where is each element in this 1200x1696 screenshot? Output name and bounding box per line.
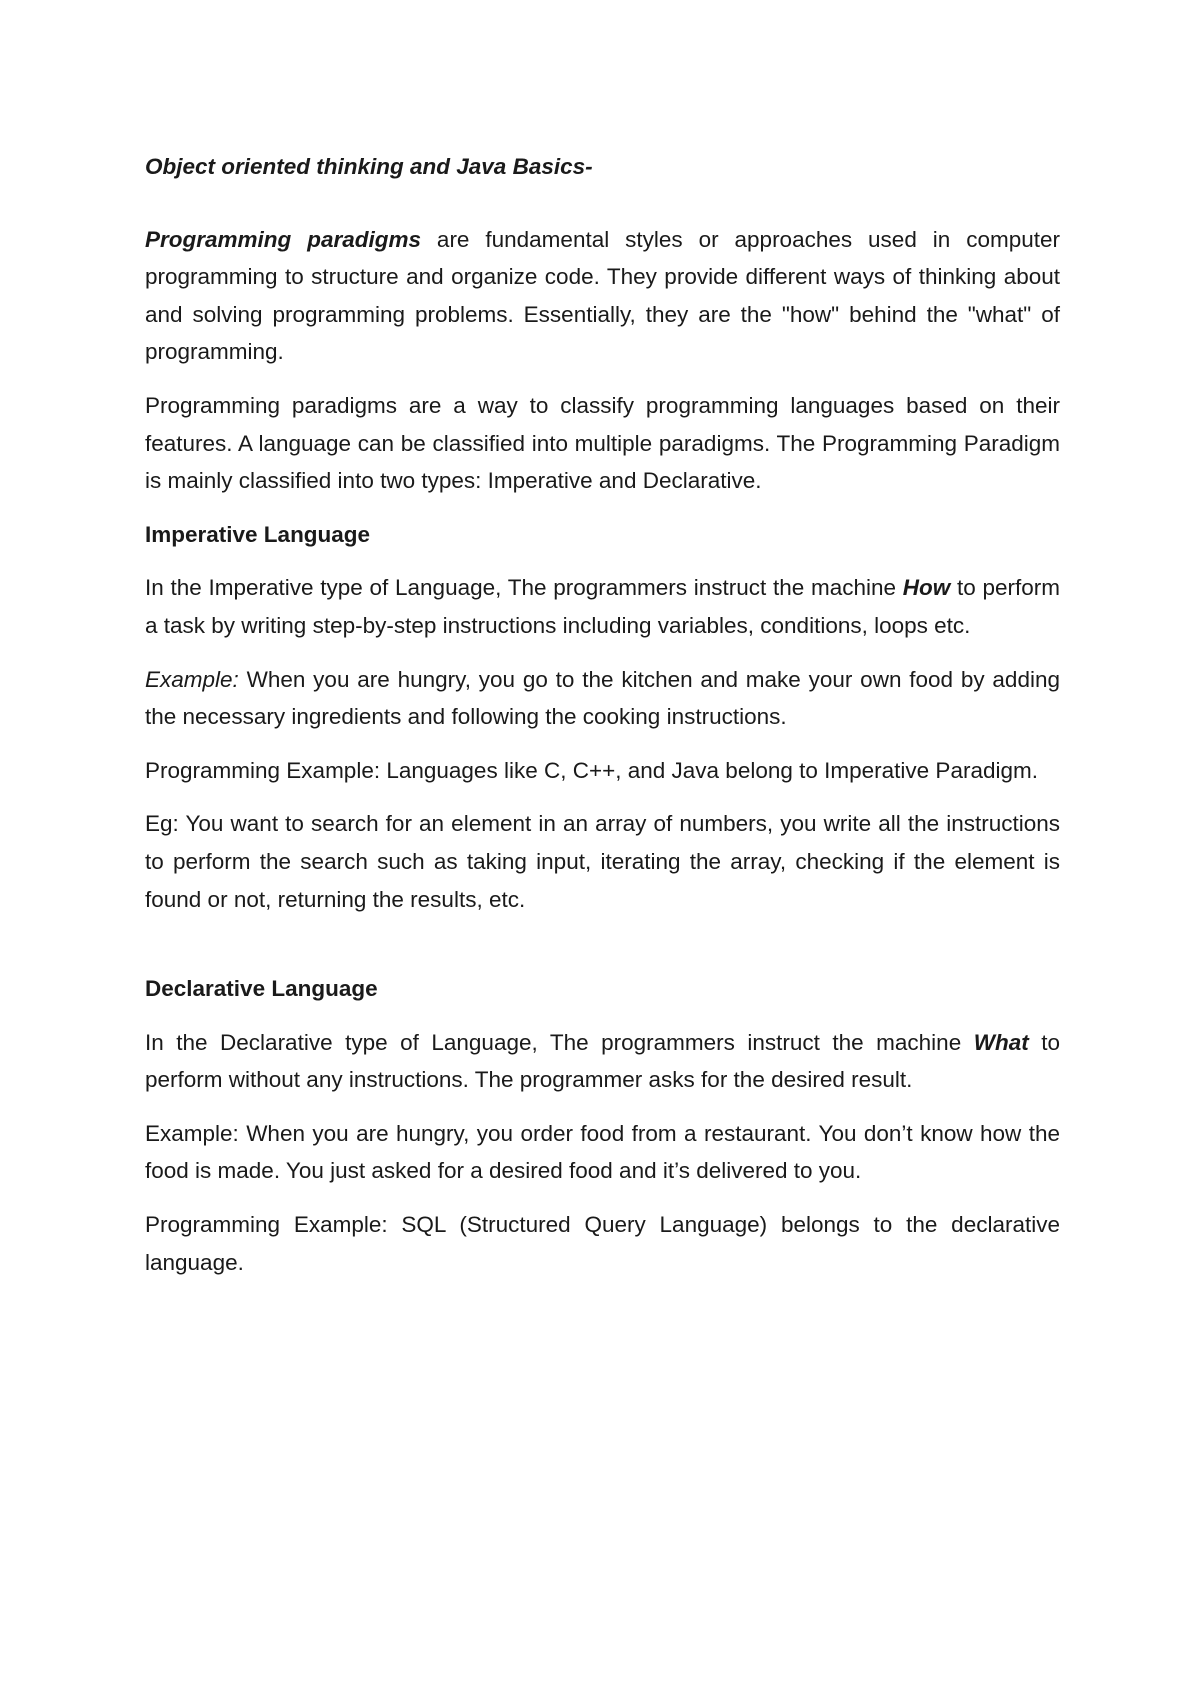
imperative-example-text: When you are hungry, you go to the kitchen and make your own food by adding the necessary ingredients and following the cooking instructions. [145, 666, 1060, 730]
declarative-heading: Declarative Language [145, 976, 378, 1002]
imperative-desc-before: In the Imperative type of Language, The programmers instruct the machine [145, 575, 903, 601]
imperative-description [145, 569, 1060, 644]
imperative-example [145, 661, 1060, 736]
imperative-desc-emphasis: How [902, 575, 951, 601]
declarative-description [145, 1024, 1060, 1099]
imperative-eg: Eg: You want to search for an element in an array of numbers, you write all the instructions to perform the search such as taking input, iterating the array, checking if the element is found or not, returning the results, etc. [145, 811, 1060, 912]
declarative-desc-emphasis: What [973, 1029, 1029, 1055]
imperative-desc-after: to perform a task by writing step-by-step instructions including variables, conditions, loops etc. [145, 575, 1060, 638]
intro-term: Programming paradigms [145, 226, 421, 252]
document-title: Object oriented thinking and Java Basics- [145, 154, 593, 179]
declarative-desc-before: In the Declarative type of Language, The programmers instruct the machine [145, 1029, 974, 1055]
declarative-programming-example: Programming Example: SQL (Structured Query Language) belongs to the declarative language. [145, 1212, 1060, 1275]
imperative-example-label: Example: [145, 666, 239, 692]
classification-paragraph: Programming paradigms are a way to classify programming languages based on their features. A language can be classified into multiple paradigms. The Programming Paradigm is mainly classified into two types: Imperative and Declarative. [145, 392, 1060, 494]
document-body [145, 148, 1060, 1281]
declarative-example: Example: When you are hungry, you order food from a restaurant. You don’t know how the food is made. You just asked for a desired food and it’s delivered to you. [145, 1120, 1060, 1184]
intro-text: are fundamental styles or approaches used in computer programming to structure and organize code. They provide different ways of thinking about and solving programming problems. Essentially, they are the "how" behind the "what" of programming. [145, 226, 1060, 365]
imperative-heading: Imperative Language [145, 521, 371, 547]
imperative-programming-example: Programming Example: Languages like C, C++, and Java belong to Imperative Paradigm. [145, 757, 1038, 783]
intro-paragraph [145, 221, 1060, 371]
declarative-desc-after: to perform without any instructions. The programmer asks for the desired result. [145, 1029, 1060, 1093]
